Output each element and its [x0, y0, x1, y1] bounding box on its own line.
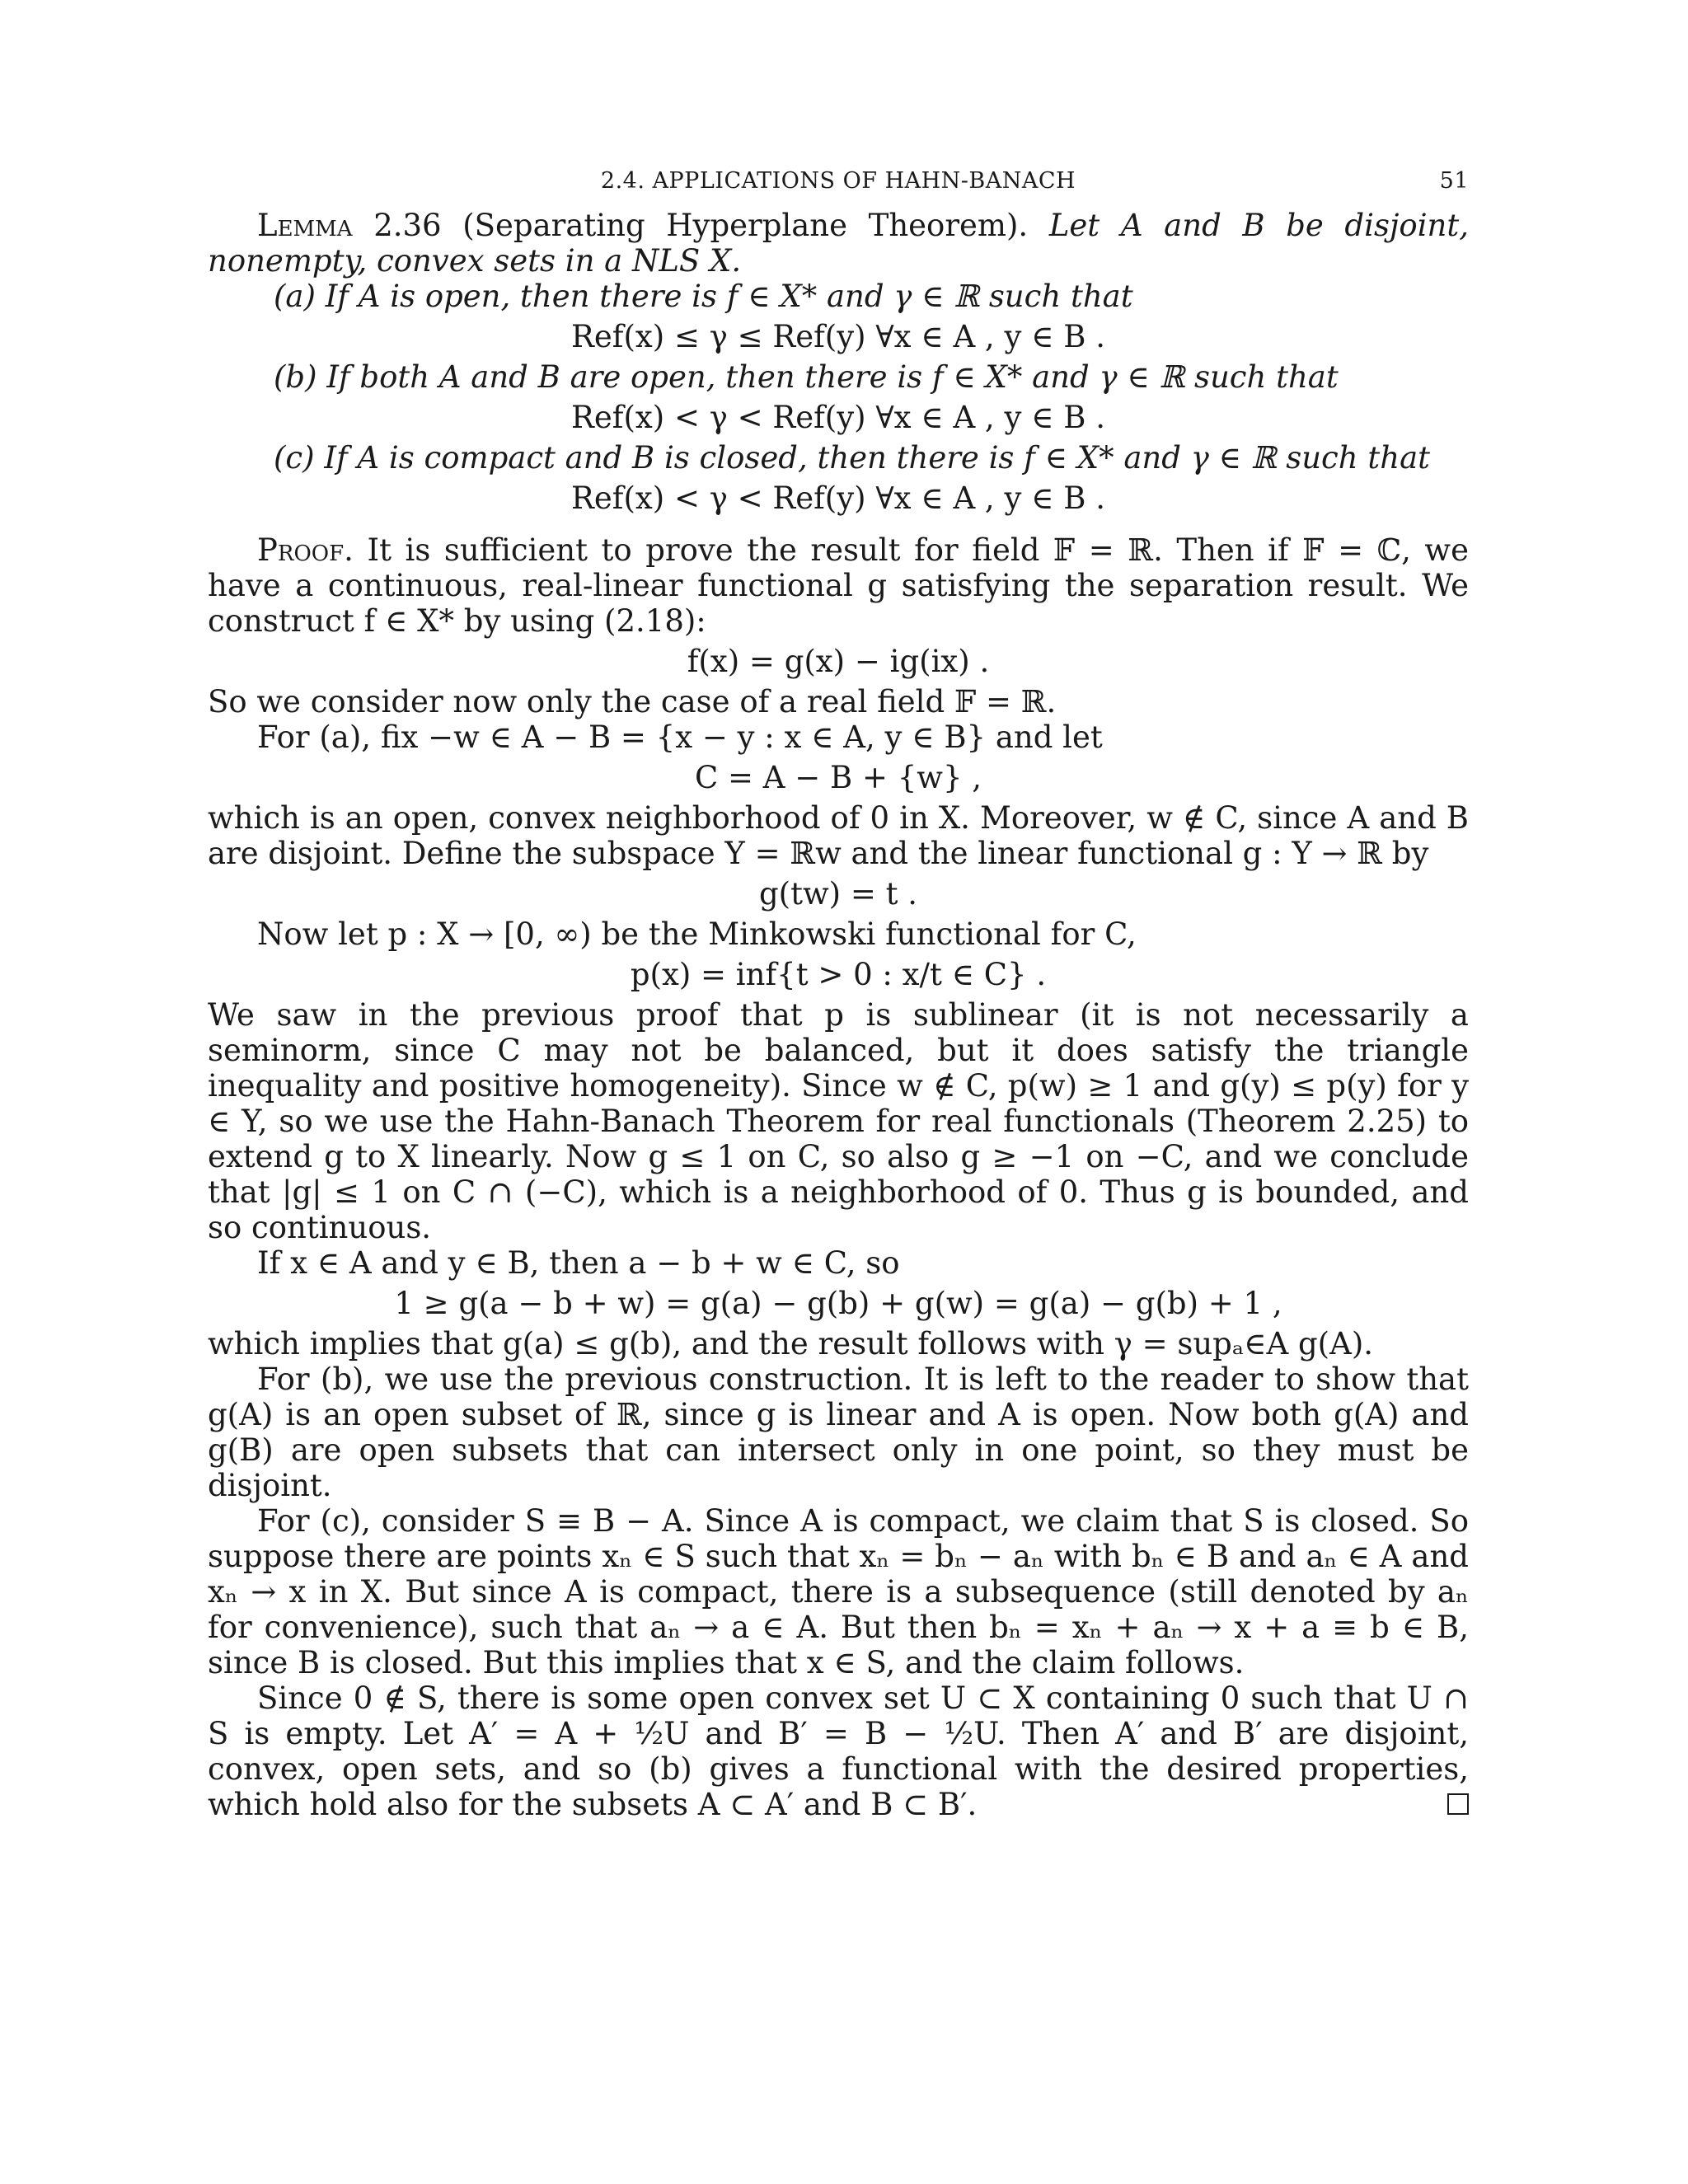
proof-text-1: It is sufficient to prove the result for field 𝔽 = ℝ. Then if 𝔽 = ℂ, we have a continuous, real-linear functional g satisfying the separation result. We construct f ∈ X* by using (2.18): [208, 532, 1469, 639]
proof-paragraph-8: which implies that g(a) ≤ g(b), and the result follows with γ = supₐ∈A g(A). [208, 1326, 1374, 1361]
proof-paragraph-10: For (c), consider S ≡ B − A. Since A is compact, we claim that S is closed. So suppose there are points xₙ ∈ S such that xₙ = bₙ − aₙ with bₙ ∈ B and aₙ ∈ A and xₙ → x in X. But since A is compact, there is a subsequence (still denoted by aₙ for convenience), such that aₙ → a ∈ A. But then bₙ = xₙ + aₙ → x + a ≡ b ∈ B, since B is closed. But this implies that x ∈ S, and the claim follows. [208, 1503, 1469, 1680]
proof-paragraph-3: For (a), fix −w ∈ A − B = {x − y : x ∈ A, y ∈ B} and let [257, 719, 1103, 755]
proof-text-11: Since 0 ∉ S, there is some open convex set U ⊂ X containing 0 such that U ∩ S is empty. Let A′ = A + ½U and B′ = B − ½U. Then A′ and B′ are disjoint, convex, open sets, and so (b) gives a functional with the desired properties, which hold also for the subsets A ⊂ A′ and B ⊂ B′. [208, 1680, 1469, 1822]
proof-paragraph-2: So we consider now only the case of a real field 𝔽 = ℝ. [208, 684, 1057, 719]
proof-paragraph-5: Now let p : X → [0, ∞) be the Minkowski functional for C, [257, 916, 1137, 952]
proof-equation-4: p(x) = inf{t > 0 : x/t ∈ C} . [630, 957, 1047, 992]
lemma-equation-b: Ref(x) < γ < Ref(y) ∀x ∈ A , y ∈ B . [571, 400, 1105, 435]
page [208, 153, 1469, 1822]
lemma-title: (Separating Hyperplane Theorem). [462, 208, 1029, 243]
lemma-item-a: (a) If A is open, then there is f ∈ X* and γ ∈ ℝ such that [274, 279, 1133, 314]
proof-equation-3: g(tw) = t . [758, 876, 917, 912]
proof-paragraph-11 [208, 1680, 1469, 1822]
proof-equation-5: 1 ≥ g(a − b + w) = g(a) − g(b) + g(w) = g(a) − g(b) + 1 , [394, 1286, 1282, 1321]
proof-paragraph-9: For (b), we use the previous construction. It is left to the reader to show that g(A) is an open subset of ℝ, since g is linear and A is open. Now both g(A) and g(B) are open subsets that can intersect only in one point, so they must be disjoint. [208, 1361, 1469, 1503]
lemma-label: Lemma [257, 208, 353, 243]
running-title: 2.4. APPLICATIONS OF HAHN-BANACH [600, 168, 1076, 194]
lemma-equation-a: Ref(x) ≤ γ ≤ Ref(y) ∀x ∈ A , y ∈ B . [571, 319, 1105, 354]
lemma-item-b: (b) If both A and B are open, then there is f ∈ X* and γ ∈ ℝ such that [274, 359, 1339, 395]
lemma-statement [208, 208, 1469, 279]
running-header [208, 153, 1469, 196]
qed-square-icon [1447, 1793, 1469, 1815]
proof-paragraph-1 [208, 532, 1469, 639]
lemma-equation-c: Ref(x) < γ < Ref(y) ∀x ∈ A , y ∈ B . [571, 480, 1105, 516]
proof-paragraph-7: If x ∈ A and y ∈ B, then a − b + w ∈ C, so [257, 1245, 900, 1281]
lemma-item-c: (c) If A is compact and B is closed, then there is f ∈ X* and γ ∈ ℝ such that [274, 440, 1431, 476]
proof-equation-2: C = A − B + {w} , [694, 760, 982, 795]
lemma-number: 2.36 [373, 208, 442, 243]
lemma-text: Let A and B be disjoint, nonempty, convex sets in a NLS X. [208, 208, 1469, 279]
proof-paragraph-6: We saw in the previous proof that p is sublinear (it is not necessarily a seminorm, since C may not be balanced, but it does satisfy the triangle inequality and positive homogeneity). Since w ∉ C, p(w) ≥ 1 and g(y) ≤ p(y) for y ∈ Y, so we use the Hahn-Banach Theorem for real functionals (Theorem 2.25) to extend g to X linearly. Now g ≤ 1 on C, so also g ≥ −1 on −C, and we conclude that |g| ≤ 1 on C ∩ (−C), which is a neighborhood of 0. Thus g is bounded, and so continuous. [208, 997, 1469, 1245]
proof-label: Proof. [257, 532, 354, 568]
proof-paragraph-4: which is an open, convex neighborhood of 0 in X. Moreover, w ∉ C, since A and B are disjoint. Define the subspace Y = ℝw and the linear functional g : Y → ℝ by [208, 800, 1469, 871]
proof-equation-1: f(x) = g(x) − ig(ix) . [687, 644, 990, 679]
page-number: 51 [1439, 168, 1469, 194]
